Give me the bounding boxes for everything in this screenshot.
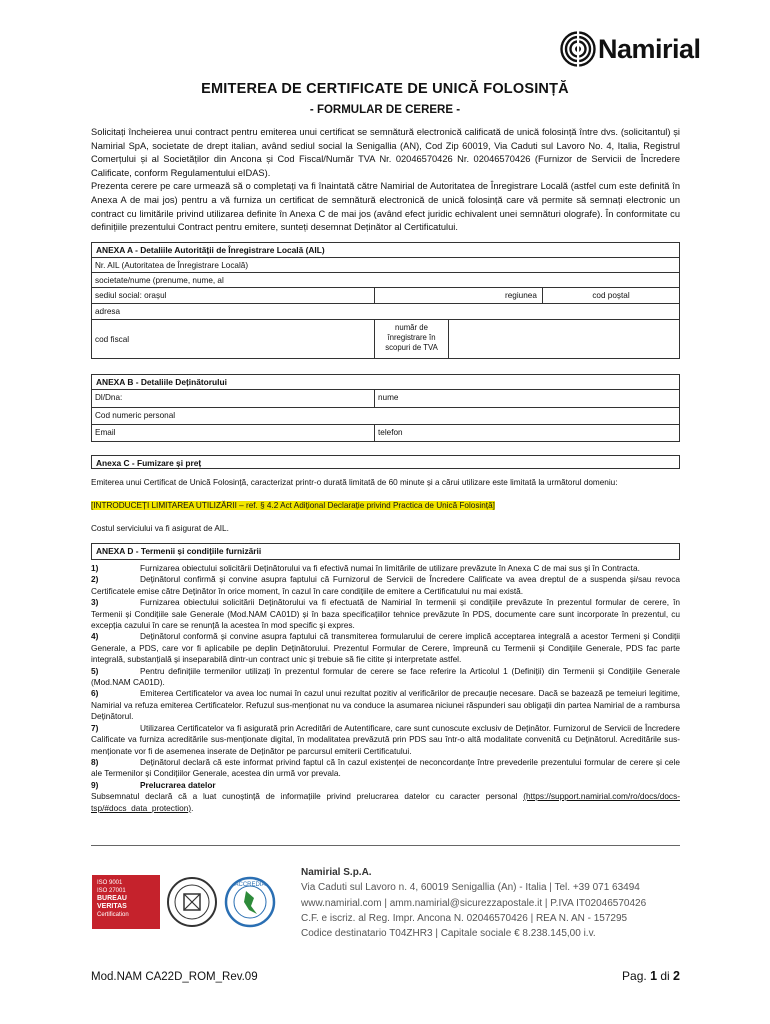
holder-name-field[interactable]: nume — [378, 393, 399, 402]
annex-a-table — [91, 242, 680, 359]
company-name-row — [92, 273, 679, 288]
ail-number-field[interactable]: Nr. AIL (Autoritatea de Înregistrare Locală) — [95, 261, 249, 270]
bureau-veritas-seal-icon — [166, 876, 218, 928]
ail-number-row — [92, 258, 679, 273]
cost-statement: Costul serviciului va fi asigurat de AIL. — [91, 524, 229, 533]
term-item-9: 9) Prelucrarea datelor — [91, 779, 216, 790]
title-field[interactable]: Dl/Dna: — [92, 390, 375, 407]
annex-c-description: Emiterea unui Certificat de Unică Folosință, caracterizat printr-o durată limitată de 60 minute și a cărui utilizare este limitată la următorul domeniu: — [91, 478, 618, 487]
intro-paragraph-2: Prezenta cerere pe care urmează să o completați va fi înaintată către Namirial de Autoritatea de Înregistrare Locală (astfel cum este definită în Anexa A de mai jos) pentru a vă furniza un certificat de semnătură electronică de unică folosință care vă permite să semnați electronic un contract cu limitările privind utilizarea definite în Anexa C de mai jos (având efect juridic echivalent unei semnături olografe). În conformitate cu definițiile prezentului Contract pentru emitere, sunteți desemnat Deținător al Certificatului. — [91, 181, 680, 233]
certification-logos — [92, 872, 276, 932]
namirial-logo — [560, 30, 720, 68]
office-city-field[interactable]: sediul social: orașul — [92, 288, 375, 303]
footer-divider — [91, 845, 680, 846]
tax-code-field[interactable]: cod fiscal — [92, 320, 375, 358]
term-item: 1) Furnizarea obiectului solicitării Deținătorului va fi efectivă numai în limitările de utilizare prevăzute în Anexa C de mai sus și în Contracta. — [91, 563, 640, 573]
email-field[interactable]: Email — [92, 425, 375, 441]
phone-field[interactable]: telefon — [378, 428, 403, 437]
office-row — [92, 288, 679, 304]
page-number: Pag. 1 di 2 — [622, 969, 680, 983]
term-item: 2) Deținătorul confirmă și convine asupra faptului că Furnizorul de Servicii de Încredere Calificate va avea dreptul de a suspenda și/sau revoca Certificatele emise către Deținător în orice moment, în cazul în care condițiile de emitere a Certificatului nu mai există. — [91, 574, 680, 596]
annex-c-heading: Anexa C - Fumizare și preț — [96, 458, 202, 468]
tax-row — [92, 320, 679, 358]
data-protection-link[interactable]: (https://support.namirial.com/ro/docs/docs-tsp/#docs_data_protection) — [91, 791, 680, 813]
company-name-field[interactable]: societate/nume (prenume, nume, al — [95, 276, 224, 285]
company-address: Via Caduti sul Lavoro n. 4, 60019 Senigallia (An) - Italia | Tel. +39 071 63494 — [301, 882, 640, 894]
intro-text — [91, 126, 680, 235]
term-item: 8) Deținătorul declară că este informat privind faptul că în cazul existenței de neconcordanțe între prevederile prezentului formular de cerere și cele ale Termenilor și Condițiilor Generale, acestea din urmă vor prevala. — [91, 756, 680, 779]
vat-number-label: număr de înregistrare în scopuri de TVA — [375, 320, 449, 358]
vat-number-field[interactable] — [449, 320, 679, 358]
namirial-spiral-icon — [560, 31, 596, 67]
address-row — [92, 304, 679, 320]
document-subtitle: - FORMULAR DE CERERE - — [309, 104, 461, 116]
term-item: 5) Pentru definițiile termenilor utilizați în prezentul formular de cerere se face referire la Articolul 1 (Definiții) din Termenii și Condițiile Generale (Mod.NAM CA01D). — [91, 665, 680, 688]
document-title: EMITEREA DE CERTIFICATE DE UNICĂ FOLOSINȚĂ — [201, 81, 569, 97]
bureau-veritas-badge: ISO 9001 ISO 27001 BUREAU VERITAS Certification — [92, 875, 160, 929]
accredia-seal-icon — [224, 876, 276, 928]
brand-name: Namirial — [598, 33, 701, 64]
company-name: Namirial S.p.A. — [301, 867, 372, 878]
personal-code-row — [92, 408, 679, 425]
annex-b-table — [91, 374, 680, 442]
address-field[interactable]: adresa — [95, 307, 121, 316]
term-item: 4) Deținătorul conformă și convine asupra faptului că transmiterea formularului de cerere implică acceptarea integrală a acestor Termeni și Condiții Generale, a PDS, care vor fi aplicabile pe deplin Deținătorului. Prezentul Formular de Cerere, împreună cu Termenii și Condițiile Generale, PDS fac parte integrală, substanțială și inseparabilă dintr-un contract unic și trebuie să fie citite și interpretate astfel. — [91, 631, 680, 665]
contact-row — [92, 425, 679, 441]
accredia-label: ACCREDIA — [234, 882, 266, 888]
personal-code-field[interactable]: Cod numeric personal — [95, 411, 176, 420]
company-capital: Codice destinatario T04ZHR3 | Capitale sociale € 8.238.145,00 i.v. — [301, 928, 596, 940]
term-item-9-text: Subsemnatul declară că a luat cunoștință de informațiile privind prelucrarea datelor cu caracter personal (https://support.namirial.com/ro/docs/docs-tsp/#docs_data_protection). — [91, 791, 680, 813]
annex-b-heading: ANEXA B - Detaliile Deținătorului — [92, 375, 679, 390]
annex-a-heading: ANEXA A - Detaliile Autorității de Înregistrare Locală (AIL) — [92, 243, 679, 258]
term-item: 6) Emiterea Certificatelor va avea loc numai în cazul unui rezultat pozitiv al verificărilor de precauție necesare. Dacă se bazează pe temeiuri legitime, Namirial va refuza emiterea Certificatelor. Refuzul sus-menționat nu va conduce la asumarea niciunei răspunderi sau obligații din partea Namirial de a rambursa Deținătorul. — [91, 688, 680, 722]
terms-list — [91, 563, 680, 814]
annex-c-heading-box — [91, 455, 680, 469]
company-info — [301, 865, 646, 941]
annex-d-heading: ANEXA D - Termenii și condițiile furnizării — [96, 546, 262, 556]
holder-name-row — [92, 390, 679, 408]
region-field[interactable]: regiunea — [375, 288, 543, 303]
usage-limitation-text: [INTRODUCEȚI LIMITAREA UTILIZĂRII – ref. § 4.2 Act Adițional Declarație privind Practica de Unică Folosință] — [91, 501, 495, 510]
usage-limitation-placeholder[interactable] — [91, 500, 680, 511]
company-registry: C.F. e iscriz. al Reg. Impr. Ancona N. 02046570426 | REA N. AN - 157295 — [301, 912, 628, 924]
postal-code-field[interactable]: cod poștal — [592, 291, 630, 300]
term-item: 7) Utilizarea Certificatelor va fi asigurată prin Acreditări de Autentificare, care sunt cunoscute exclusiv de Deținător. Furnizorul de Servicii de Încredere Calificate va furniza acreditările sus-menționate digital, în modalitatea prevăzută prin PDS sau într-o altă modalitate convenită cu Deținătorul. Acreditările sus-menționate vor fi de asemenea inserate de Deținător pe parcursul emiterii Certificatului. — [91, 722, 680, 756]
term-item: 3) Furnizarea obiectului solicitării Deținătorului va fi efectuată de Namirial în termenii și condițiile prevăzute în prezentul formular de cerere, în Termenii și Condițiile sale Generale (Mod.NAM CA01D) și în baza specificațiilor tehnice prevăzute în PDS, documente care sunt incorporate în prezentul, cu excepția cazului în care se renunță la acestea în mod specific și expres. — [91, 597, 680, 631]
company-web: www.namirial.com | amm.namirial@sicurezzapostale.it | P.IVA IT02046570426 — [301, 897, 647, 909]
annex-d-heading-box — [91, 543, 680, 560]
document-code: Mod.NAM CA22D_ROM_Rev.09 — [91, 971, 258, 983]
intro-paragraph-1: Solicitați încheierea unui contract pentru emiterea unui certificat se semnătură electronică calificată de unică folosință între dvs. (solicitantul) și Namirial SpA, societate de drept italian, având sediul social la Senigallia (AN), Cod Zip 60019, Via Caduti sul Lavoro No. 4, Italia, Registrul Comerțului și al Societăților din Ancona și Cod Fiscal/Număr TVA Nr. 02046570426 Nr. 02046570426 (Furnizor de Servicii de Încredere Calificate, conform Regulamentului eIDAS). — [91, 127, 680, 178]
data-processing-title: Prelucrarea datelor — [140, 779, 216, 790]
